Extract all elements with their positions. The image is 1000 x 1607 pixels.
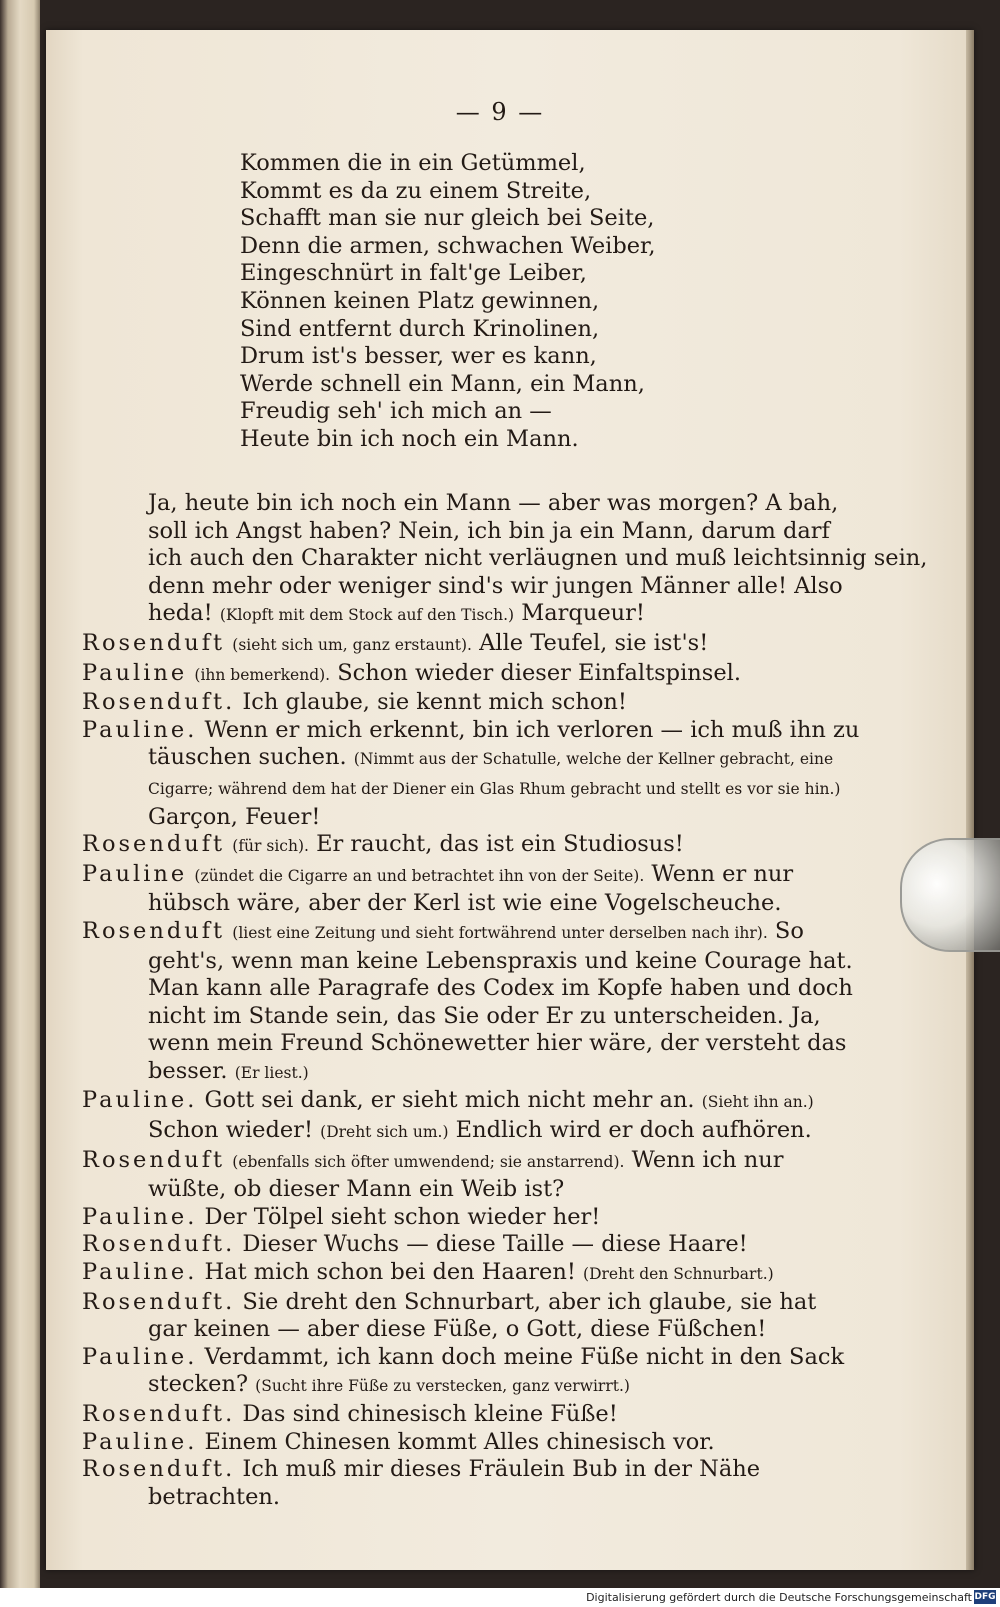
speech-text: Hat mich schon bei den Haaren! (204, 1259, 576, 1286)
stage-direction: (ihn bemerkend). (194, 665, 331, 684)
stage-direction: (Nimmt aus der Schatulle, welche der Kellner gebracht, eine Cigarre; während dem hat der Diener ein Glas Rhum gebracht und stellt es vor sie hin.) (148, 750, 841, 798)
verse-line: Kommen die in ein Getümmel, (240, 150, 586, 176)
monologue-text: Marqueur! (521, 600, 645, 627)
speech (82, 1259, 862, 1289)
verse-line: Schafft man sie nur gleich bei Seite, (240, 205, 655, 232)
verse-line: Freudig seh' ich mich an — (240, 398, 552, 425)
speaker-name: Pauline. (82, 1428, 198, 1455)
monologue-text: heda! (148, 600, 213, 627)
speaker-name: Pauline. (82, 1259, 198, 1286)
speech (82, 1147, 862, 1204)
verse-block (240, 150, 880, 454)
stage-direction: (ebenfalls sich öfter umwendend; sie anstarrend). (232, 1152, 625, 1171)
speech-text: Ich muß mir dieses Fräulein Bub in der Nähe betrachten. (148, 1456, 761, 1510)
speech (82, 1344, 862, 1401)
speech-text: Dieser Wuchs — diese Taille — diese Haare! (242, 1231, 748, 1258)
speaker-name: Rosenduft (82, 917, 226, 944)
stage-direction: (Dreht sich um.) (320, 1123, 449, 1142)
prose-block (82, 490, 928, 1511)
speech-text: Endlich wird er doch aufhören. (455, 1117, 812, 1144)
speaker-name: Rosenduft (82, 629, 226, 656)
speech (82, 1456, 862, 1511)
page-clip (900, 838, 1000, 952)
verse-line: Denn die armen, schwachen Weiber, (240, 232, 656, 259)
speech (82, 861, 862, 918)
stage-direction: (Klopft mit dem Stock auf den Tisch.) (219, 606, 515, 625)
monologue-line: ich auch den Charakter nicht verläugnen und muß leichtsinnig sein, (148, 545, 928, 572)
speaker-name: Rosenduft. (82, 1231, 236, 1258)
stage-direction: (für sich). (232, 837, 309, 856)
speaker-name: Pauline. (82, 1203, 198, 1230)
monologue-line (148, 600, 862, 630)
stage-direction: (Dreht den Schnurbart.) (583, 1265, 774, 1284)
verse-line: Drum ist's besser, wer es kann, (240, 343, 597, 370)
stage-direction: (Er liest.) (234, 1063, 309, 1082)
speech-text: Er raucht, das ist ein Studiosus! (316, 831, 684, 858)
dfg-logo: DFG (974, 1592, 996, 1602)
stage-direction: (zündet die Cigarre an und betrachtet ihn von der Seite). (194, 866, 645, 885)
verse-line: Werde schnell ein Mann, ein Mann, (240, 370, 645, 397)
speech-text: Der Tölpel sieht schon wieder her! (204, 1203, 601, 1230)
speech-text: Garçon, Feuer! (148, 803, 321, 830)
speech (82, 1231, 862, 1259)
book-spine (0, 0, 40, 1607)
speaker-name: Rosenduft. (82, 689, 236, 716)
speaker-name: Pauline. (82, 716, 198, 743)
speech-text: Wenn er mich erkennt, bin ich verloren — ich muß ihn zu täuschen suchen. (148, 716, 860, 771)
speech-text: Schon wieder dieser Einfaltspinsel. (337, 659, 741, 686)
speech (82, 1087, 862, 1146)
speech (82, 1429, 862, 1457)
speech (82, 831, 862, 861)
stage-direction: (sieht sich um, ganz erstaunt). (232, 635, 472, 654)
monologue (82, 490, 928, 630)
page-edge (966, 30, 974, 1570)
speech (82, 630, 862, 660)
speaker-name: Rosenduft (82, 1146, 226, 1173)
speech-text: Alle Teufel, sie ist's! (479, 629, 709, 656)
speech (82, 717, 862, 831)
speech-text: So geht's, wenn man keine Lebenspraxis und keine Courage hat. Man kann alle Paragrafe des Codex im Kopfe haben und doch nicht im Stande sein, das Sie oder Er zu unterscheiden. Ja, wenn mein Freund Schönewetter hier wäre, der versteht das besser. (148, 917, 853, 1084)
verse-line: Heute bin ich noch ein Mann. (240, 425, 579, 452)
speech-text: Ich glaube, sie kennt mich schon! (242, 689, 627, 716)
stage-direction: (Sucht ihre Füße zu verstecken, ganz verwirrt.) (255, 1377, 630, 1396)
speaker-name: Pauline. (82, 1343, 198, 1370)
speech (82, 1289, 862, 1344)
speech (82, 689, 862, 717)
monologue-line: denn mehr oder weniger sind's wir jungen Männer alle! Also (148, 572, 843, 599)
speaker-name: Rosenduft. (82, 1288, 236, 1315)
stage-direction: (liest eine Zeitung und sieht fortwährend unter derselben nach ihr). (232, 923, 768, 942)
speaker-name: Rosenduft (82, 831, 226, 858)
speech-text: Verdammt, ich kann doch meine Füße nicht in den Sack stecken? (148, 1343, 845, 1398)
speech-text: Gott sei dank, er sieht mich nicht mehr an. (204, 1087, 695, 1114)
speaker-name: Pauline. (82, 1087, 198, 1114)
page-number: — 9 — (455, 98, 545, 126)
speaker-name: Pauline (82, 860, 188, 887)
verse-line: Können keinen Platz gewinnen, (240, 287, 600, 314)
verse-line: Eingeschnürt in falt'ge Leiber, (240, 260, 587, 287)
speaker-name: Pauline (82, 659, 188, 686)
speech-text: Einem Chinesen kommt Alles chinesisch vor. (204, 1428, 715, 1455)
speech (82, 918, 862, 1088)
monologue-line: soll ich Angst haben? Nein, ich bin ja ein Mann, darum darf (148, 517, 830, 544)
speech-text: Wenn er nur hübsch wäre, aber der Kerl ist wie eine Vogelscheuche. (148, 860, 794, 917)
speech-text: Sie dreht den Schnurbart, aber ich glaube, sie hat gar keinen — aber diese Füße, o Gott, diese Füßchen! (148, 1288, 817, 1343)
verse-line: Kommt es da zu einem Streite, (240, 177, 592, 204)
stage-direction: (Sieht ihn an.) (701, 1093, 814, 1112)
speaker-name: Rosenduft. (82, 1456, 236, 1483)
digitization-credit: Digitalisierung gefördert durch die Deutsche Forschungsgemeinschaft (586, 1591, 972, 1604)
monologue-line: Ja, heute bin ich noch ein Mann — aber was morgen? A bah, (148, 490, 839, 516)
speech-text: Wenn ich nur wüßte, ob dieser Mann ein Weib ist? (148, 1146, 784, 1203)
speaker-name: Rosenduft. (82, 1401, 236, 1427)
speech (82, 1204, 862, 1232)
verse-line: Sind entfernt durch Krinolinen, (240, 315, 600, 342)
speech-text: Schon wieder! (148, 1117, 313, 1144)
speech (82, 1401, 862, 1429)
speech (82, 660, 862, 690)
speech-text: Das sind chinesisch kleine Füße! (242, 1401, 618, 1427)
